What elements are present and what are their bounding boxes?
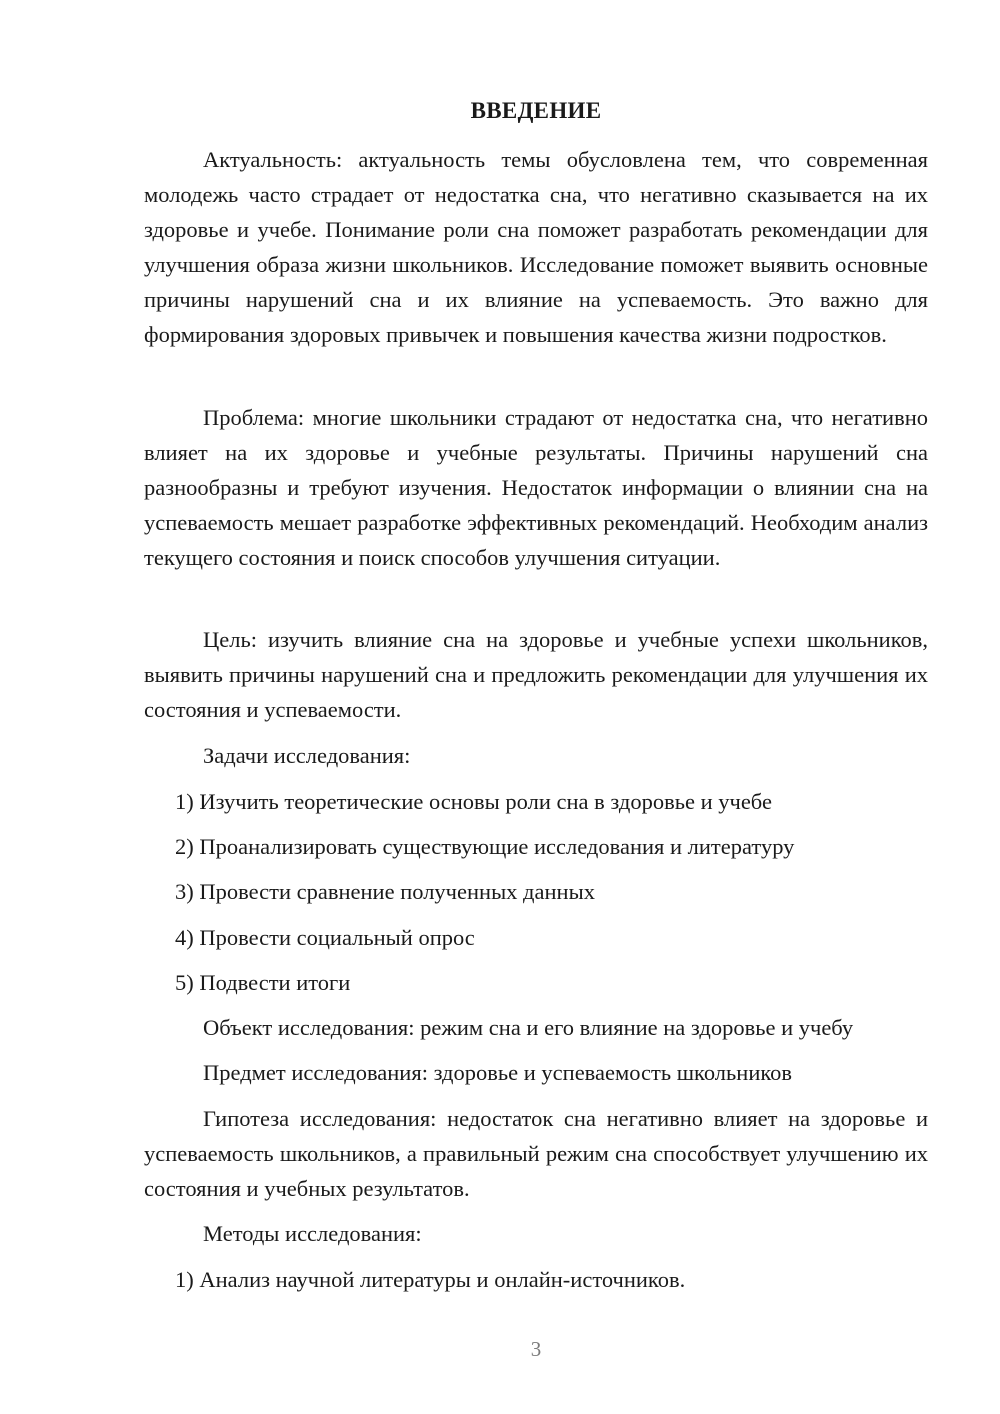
task-item-1: 1) Изучить теоретические основы роли сна в здоровье и учебе [175, 789, 772, 814]
method-item-1: 1) Анализ научной литературы и онлайн-источников. [175, 1267, 686, 1292]
task-item-5: 5) Подвести итоги [175, 970, 351, 995]
subject-line: Предмет исследования: здоровье и успеваемость школьников [203, 1060, 793, 1085]
relevance-text: Актуальность: актуальность темы обусловлена тем, что современная молодежь часто страдает от недостатка сна, что негативно сказывается на их здоровье и учебе. Понимание роли сна поможет разработать рекомендации для улучшения образа жизни школьников. Исследование поможет выявить основные причины нарушений сна и их влияние на успеваемость. Это важно для формирования здоровых привычек и повышения качества жизни подростков. [144, 147, 928, 347]
object-line: Объект исследования: режим сна и его влияние на здоровье и учебу [203, 1015, 854, 1040]
goal-paragraph [144, 622, 928, 727]
methods-heading: Методы исследования: [203, 1221, 422, 1246]
tasks-heading: Задачи исследования: [203, 743, 411, 768]
problem-paragraph [144, 400, 928, 575]
task-item-2: 2) Проанализировать существующие исследования и литературу [175, 834, 795, 859]
task-item-4: 4) Провести социальный опрос [175, 925, 475, 950]
hypothesis-paragraph [144, 1101, 928, 1206]
page-number: 3 [530, 1337, 542, 1361]
task-item-3: 3) Провести сравнение полученных данных [175, 879, 595, 904]
problem-text: Проблема: многие школьники страдают от недостатка сна, что негативно влияет на их здоровье и учебные результаты. Причины нарушений сна разнообразны и требуют изучения. Недостаток информации о влиянии сна на успеваемость мешает разработке эффективных рекомендаций. Необходим анализ текущего состояния и поиск способов улучшения ситуации. [144, 405, 928, 570]
goal-text: Цель: изучить влияние сна на здоровье и учебные успехи школьников, выявить причины нарушений сна и предложить рекомендации для улучшения их состояния и успеваемости. [144, 627, 928, 722]
relevance-paragraph [144, 142, 928, 352]
section-title: ВВЕДЕНИЕ [470, 98, 602, 123]
hypothesis-text: Гипотеза исследования: недостаток сна негативно влияет на здоровье и успеваемость школьников, а правильный режим сна способствует улучшению их состояния и учебных результатов. [144, 1106, 928, 1201]
